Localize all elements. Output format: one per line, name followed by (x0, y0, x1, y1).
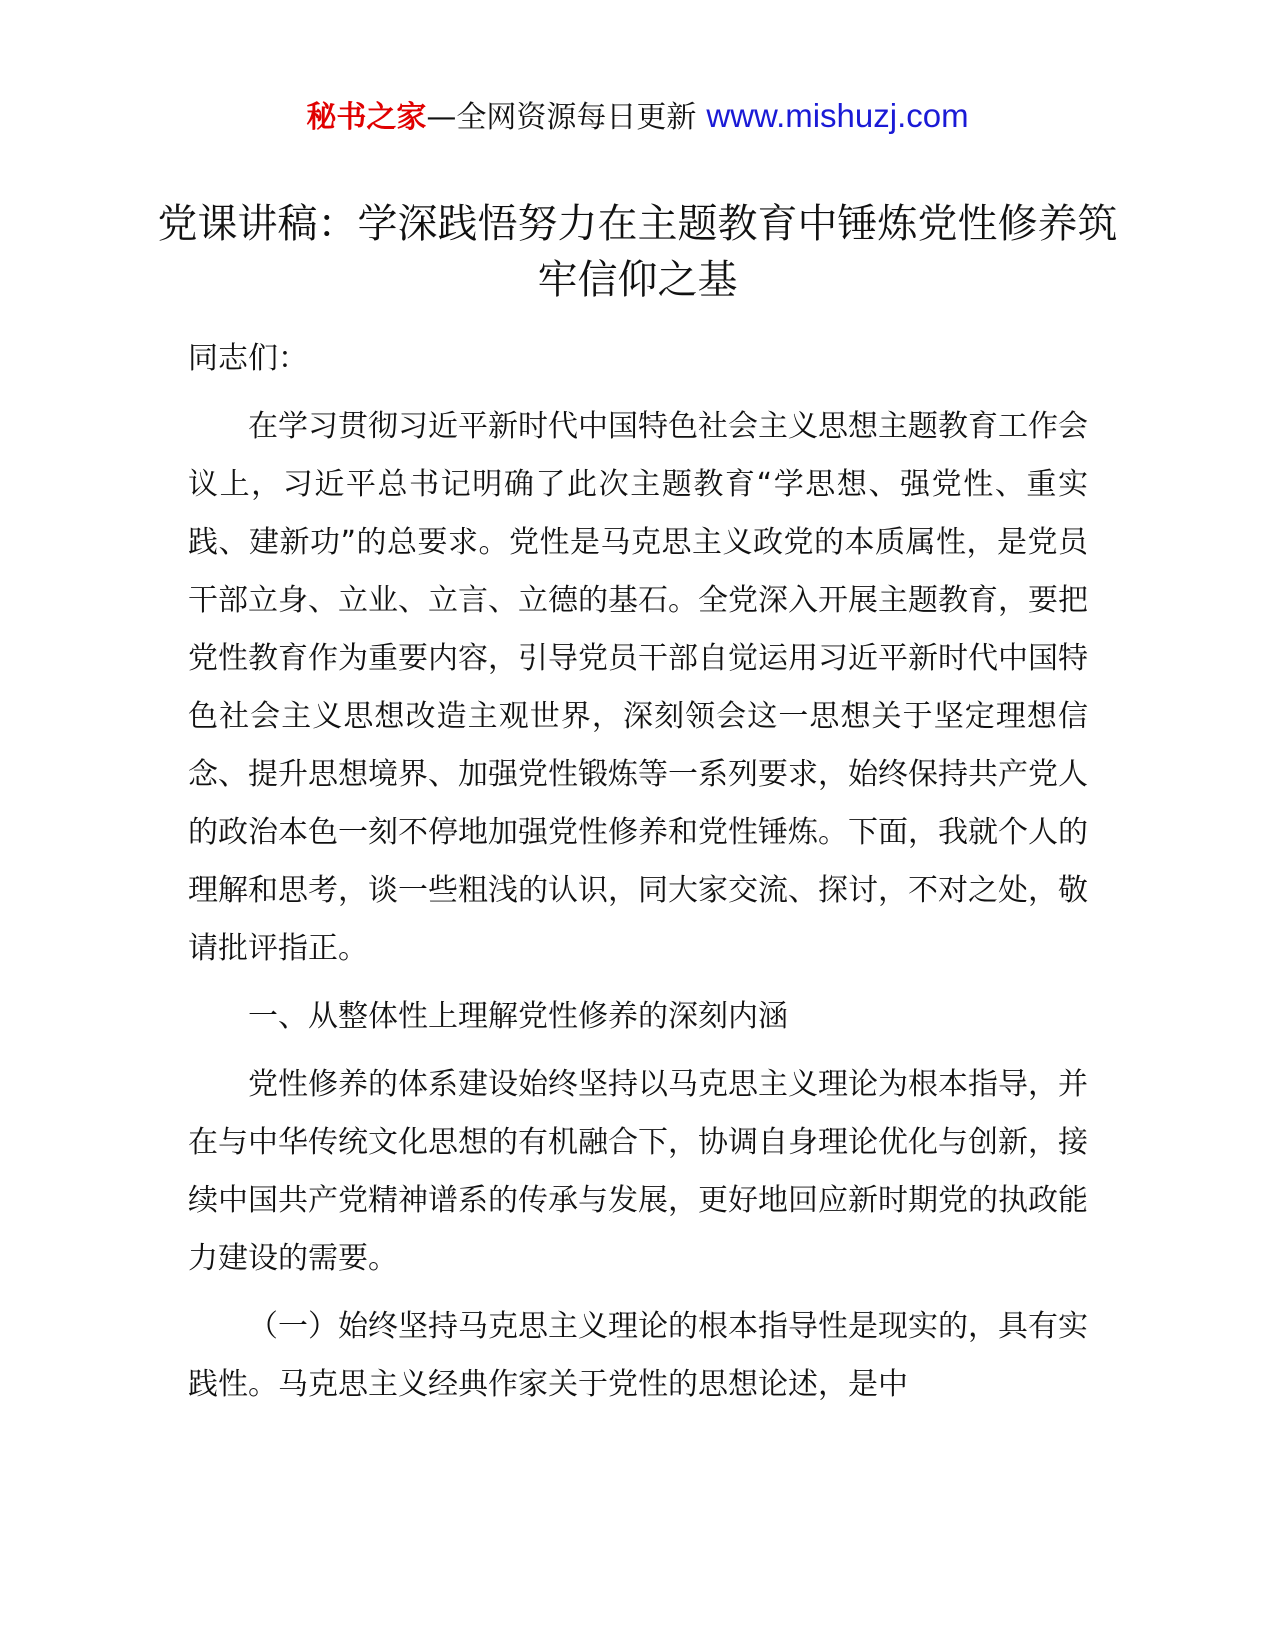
site-header (0, 96, 1275, 138)
section-1-paragraph: 党性修养的体系建设始终坚持以马克思主义理论为根本指导，并在与中华传统文化思想的有机融合下，协调自身理论优化与创新，接续中国共产党精神谱系的传承与发展，更好地回应新时期党的执政能力建设的需要。 (188, 1067, 1088, 1276)
document-body (188, 330, 1088, 1424)
header-tagline: —全网资源每日更新 (426, 100, 697, 135)
site-url-link[interactable]: www.mishuzj.com (706, 97, 969, 134)
salutation: 同志们： (188, 341, 308, 376)
section-heading-1: 一、从整体性上理解党性修养的深刻内涵 (248, 999, 788, 1034)
brand-name: 秘书之家 (306, 100, 427, 135)
document-title: 党课讲稿：学深践悟努力在主题教育中锤炼党性修养筑牢信仰之基 (157, 201, 1118, 303)
intro-paragraph: 在学习贯彻习近平新时代中国特色社会主义思想主题教育工作会议上，习近平总书记明确了此次主题教育“学思想、强党性、重实践、建新功”的总要求。党性是马克思主义政党的本质属性，是党员干部立身、立业、立言、立德的基石。全党深入开展主题教育，要把党性教育作为重要内容，引导党员干部自觉运用习近平新时代中国特色社会主义思想改造主观世界，深刻领会这一思想关于坚定理想信念、提升思想境界、加强党性锻炼等一系列要求，始终保持共产党人的政治本色一刻不停地加强党性修养和党性锤炼。下面，我就个人的理解和思考，谈一些粗浅的认识，同大家交流、探讨，不对之处，敬请批评指正。 (188, 409, 1088, 966)
subsection-1-paragraph: （一）始终坚持马克思主义理论的根本指导性是现实的，具有实践性。马克思主义经典作家关于党性的思想论述，是中 (188, 1309, 1088, 1402)
